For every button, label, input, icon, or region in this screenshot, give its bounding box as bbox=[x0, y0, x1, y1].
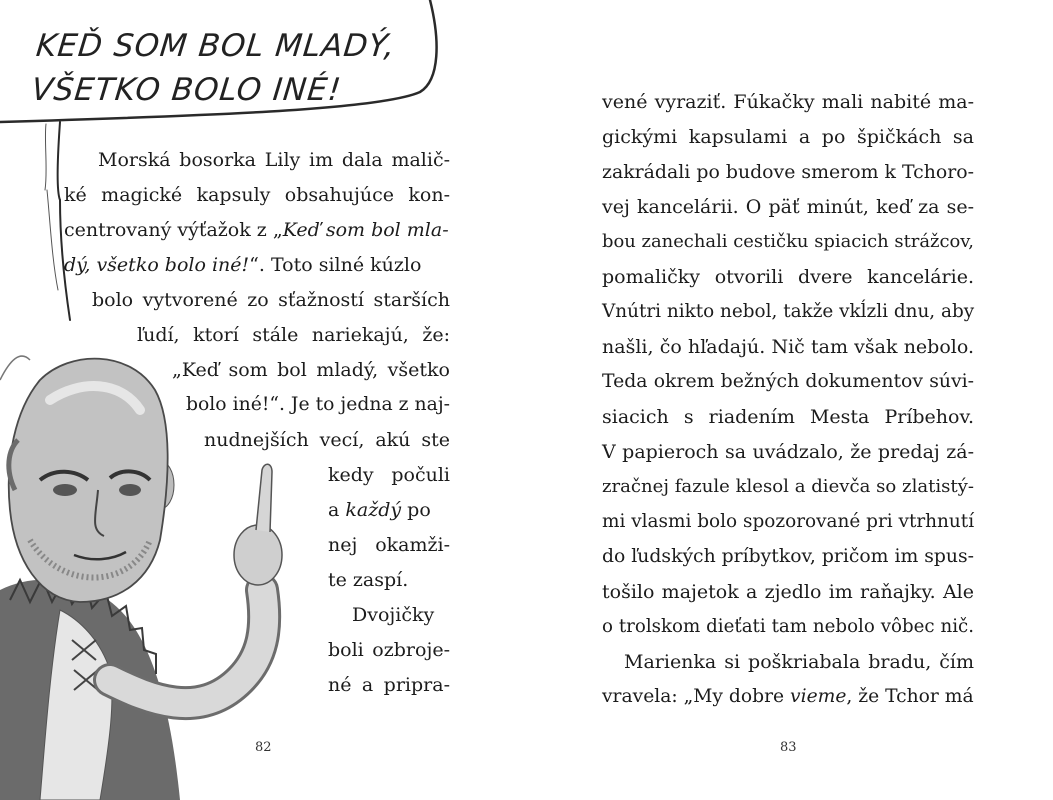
text-line: tošilo majetok a zjedlo im raňajky. Ale bbox=[602, 581, 974, 603]
text-line: zakrádali po budove smerom k Tchoro- bbox=[602, 161, 974, 183]
text-line: siacich s riadením Mesta Príbehov. bbox=[602, 406, 974, 428]
text-line: „Keď som bol mladý, všetko bbox=[172, 359, 450, 381]
text-line: dý, všetko bolo iné!“. Toto silné kúzlo bbox=[64, 254, 422, 276]
text-line: Vnútri nikto nebol, takže vkĺzli dnu, aby bbox=[602, 301, 975, 322]
text-line: a každý po bbox=[328, 499, 431, 521]
text-line: Teda okrem bežných dokumentov súvi- bbox=[602, 371, 974, 392]
text-line: centrovaný výťažok z „Keď som bol mla- bbox=[64, 219, 449, 241]
text-line: gickými kapsulami a po špičkách sa bbox=[602, 126, 974, 148]
bubble-line-1: KEĎ SOM BOL MLADÝ, bbox=[34, 28, 398, 64]
text-line: do ľudských príbytkov, pričom im spus- bbox=[602, 546, 974, 567]
text-line: Morská bosorka Lily im dala malič- bbox=[98, 149, 450, 171]
text-line: bolo iné!“. Je to jedna z naj- bbox=[186, 394, 450, 415]
text-line: V papieroch sa uvádzalo, že predaj zá- bbox=[602, 441, 974, 463]
text-line: vené vyraziť. Fúkačky mali nabité ma- bbox=[602, 91, 974, 113]
text-line: nudnejších vecí, akú ste bbox=[204, 429, 450, 451]
text-line: našli, čo hľadajú. Nič tam však nebolo. bbox=[602, 336, 974, 358]
text-line: o trolskom dieťati tam nebolo vôbec nič. bbox=[602, 616, 974, 637]
page-number-left: 82 bbox=[255, 740, 272, 755]
speech-bubble-text bbox=[29, 24, 438, 112]
text-line: bolo vytvorené zo sťažností starších bbox=[92, 289, 450, 311]
text-line: zračnej fazule klesol a dievča so zlatistý- bbox=[602, 476, 974, 497]
text-line: te zaspí. bbox=[328, 569, 409, 591]
text-line: kedy počuli bbox=[328, 464, 450, 486]
text-line: ké magické kapsuly obsahujúce kon- bbox=[64, 184, 450, 206]
text-line: Marienka si poškriabala bradu, čím bbox=[624, 651, 974, 673]
right-page bbox=[526, 0, 1053, 800]
left-page bbox=[0, 0, 526, 800]
text-line: vej kancelárii. O päť minút, keď za se- bbox=[602, 196, 974, 218]
text-line: ľudí, ktorí stále nariekajú, že: bbox=[137, 324, 450, 346]
text-line: Dvojičky bbox=[352, 604, 435, 626]
text-line: nej okamži- bbox=[328, 534, 450, 556]
text-line: bou zanechali cestičku spiacich strážcov, bbox=[602, 231, 974, 252]
text-line: pomaličky otvorili dvere kancelárie. bbox=[602, 266, 974, 288]
text-line: mi vlasmi bolo spozorované pri vtrhnutí bbox=[602, 511, 975, 532]
text-line: boli ozbroje- bbox=[328, 639, 450, 661]
bubble-line-2: VŠETKO BOLO INÉ! bbox=[29, 72, 344, 108]
text-line: né a pripra- bbox=[328, 674, 450, 696]
page-number-right: 83 bbox=[780, 740, 797, 755]
text-line: vravela: „My dobre vieme, že Tchor má bbox=[602, 686, 974, 707]
